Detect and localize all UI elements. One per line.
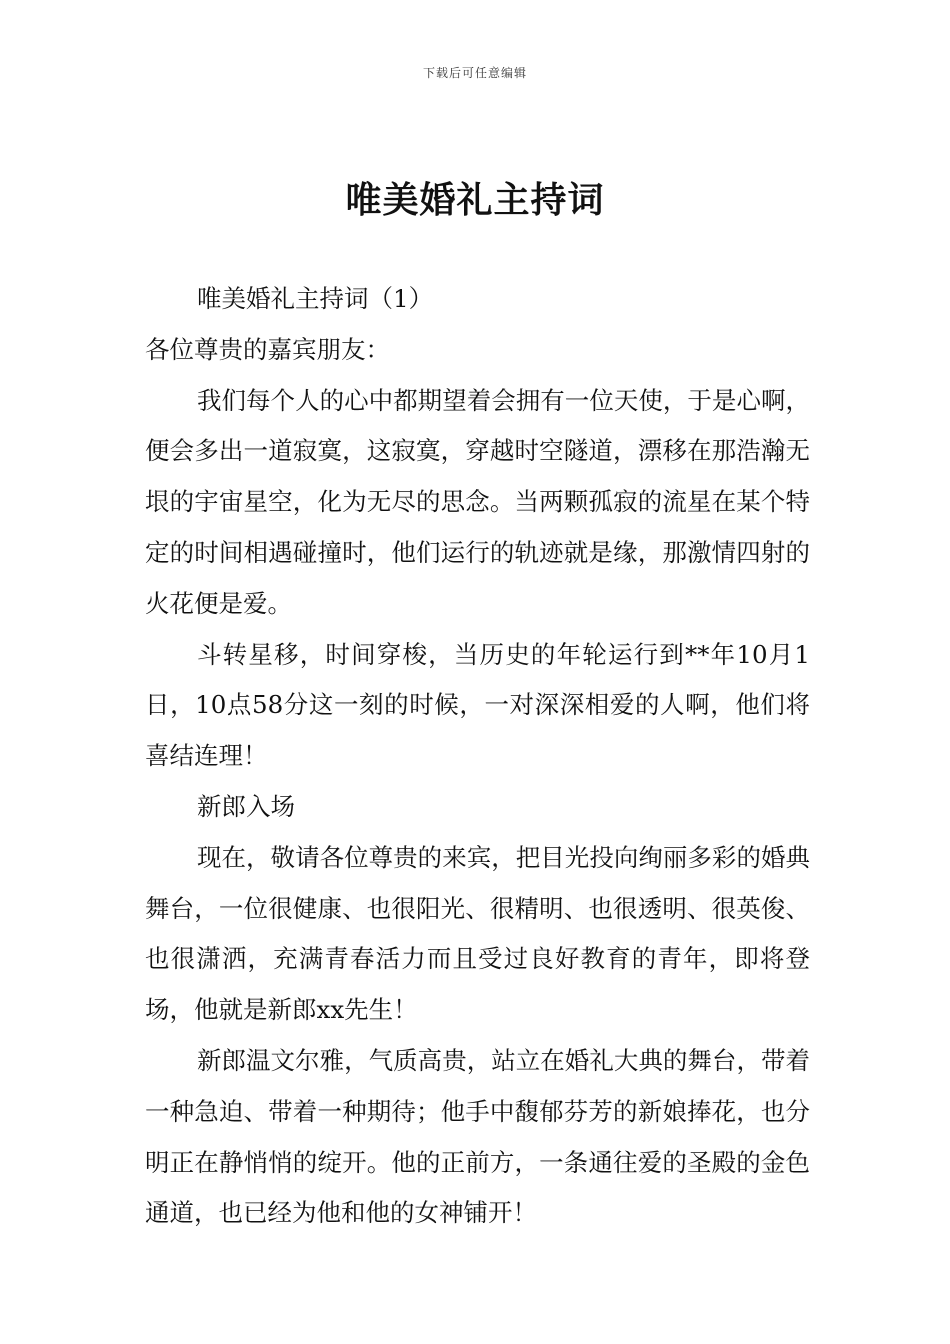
section-heading-groom-entrance: 新郎入场 xyxy=(197,791,295,821)
salutation: 各位尊贵的嘉宾朋友： xyxy=(145,334,390,364)
paragraph-opening: 我们每个人的心中都期望着会拥有一位天使，于是心啊，便会多出一道寂寞，这寂寞，穿越时空隧道，漂移在那浩瀚无垠的宇宙星空，化为无尽的思念。当两颗孤寂的流星在某个特定的时间相遇碰撞时，他们运行的轨迹就是缘，那激情四射的火花便是爱。 xyxy=(145,385,810,618)
document-body xyxy=(145,274,810,1239)
paragraph-groom-description: 新郎温文尔雅，气质高贵，站立在婚礼大典的舞台，带着一种急迫、带着一种期待；他手中馥郁芬芳的新娘捧花，也分明正在静悄悄的绽开。他的正前方，一条通往爱的圣殿的金色通道，也已经为他和他的女神铺开！ xyxy=(145,1045,810,1228)
document-title: 唯美婚礼主持词 xyxy=(345,180,605,221)
section-heading: 唯美婚礼主持词（1） xyxy=(197,284,434,313)
header-note: 下载后可任意编辑 xyxy=(422,66,527,80)
paragraph-time: 斗转星移，时间穿梭，当历史的年轮运行到**年10月1日，10点58分这一刻的时候，一对深深相爱的人啊，他们将喜结连理！ xyxy=(145,639,810,771)
paragraph-groom-intro: 现在，敬请各位尊贵的来宾，把目光投向绚丽多彩的婚典舞台，一位很健康、也很阳光、很精明、也很透明、很英俊、也很潇洒，充满青春活力而且受过良好教育的青年，即将登场，他就是新郎xx先生！ xyxy=(145,842,810,1025)
